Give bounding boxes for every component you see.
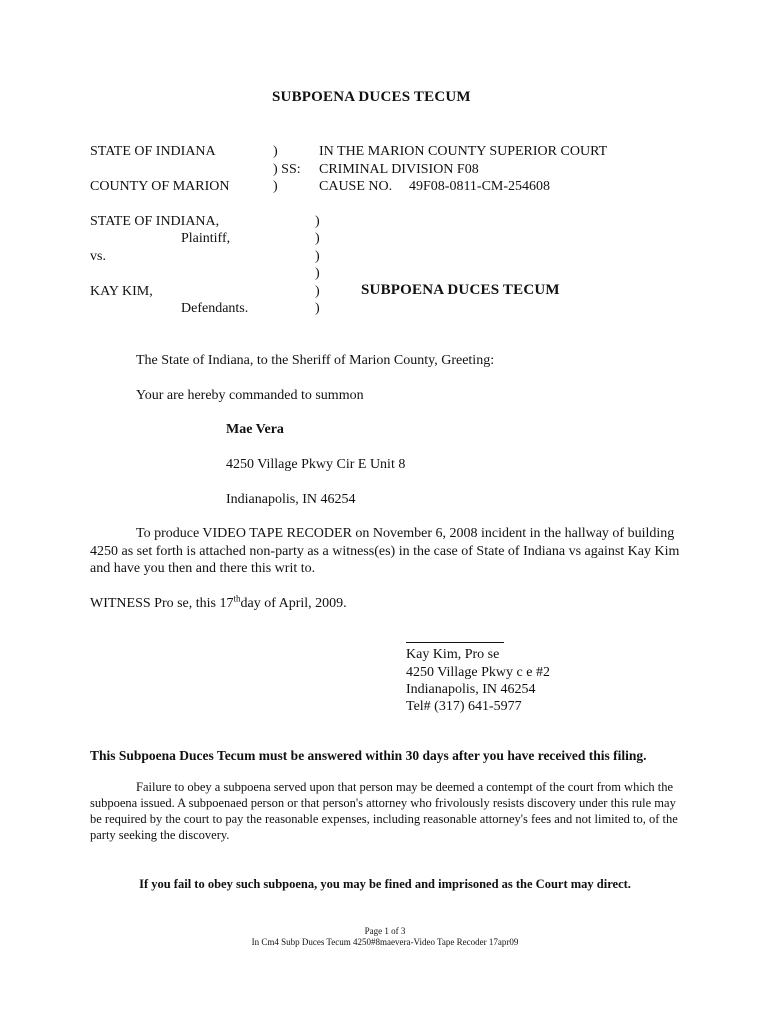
- body-paragraph: To produce VIDEO TAPE RECODER on November 6, 2008 incident in the hallway of building 4250 as set forth is attached non-party as a witness(es) in the case of State of Indiana vs against Kay Kim and have you then and there this writ to.: [90, 526, 680, 576]
- caption-paren: ): [273, 179, 278, 194]
- failure-paragraph: Failure to obey a subpoena served upon that person may be deemed a contempt of the court from which the subpoena issued. A subpoenaed person or that person's attorney who frivolously resists discovery under this rule may be required by the court to pay the reasonable expenses, including reasonable attorney's fees and not limited to, of the party seeking the discovery.: [90, 780, 678, 842]
- parties-paren: ): [315, 301, 320, 316]
- page-number: Page 1 of 3: [364, 926, 406, 936]
- parties-paren: ): [315, 284, 320, 299]
- footer-filename: In Cm4 Subp Duces Tecum 4250#8maevera-Video Tape Recoder 17apr09: [251, 937, 519, 947]
- parties-paren: ): [315, 214, 320, 229]
- signer-name: Kay Kim, Pro se: [406, 647, 500, 662]
- parties-paren: ): [315, 266, 320, 281]
- parties-paren: ): [315, 249, 320, 264]
- witness-date-line: [90, 595, 347, 612]
- signer-phone: Tel# (317) 641-5977: [406, 699, 522, 714]
- plaintiff-role: Plaintiff,: [181, 231, 231, 246]
- caption-county: COUNTY OF MARION: [90, 179, 230, 194]
- signer-address-line2: Indianapolis, IN 46254: [406, 682, 536, 697]
- witness-address-line1: 4250 Village Pkwy Cir E Unit 8: [226, 457, 406, 472]
- caption-state: STATE OF INDIANA: [90, 144, 216, 159]
- signer-address-line1: 4250 Village Pkwy c e #2: [406, 665, 550, 680]
- caption-division: CRIMINAL DIVISION F08: [319, 162, 479, 177]
- caption-cause-number: 49F08-0811-CM-254608: [409, 179, 551, 194]
- caption-cause-label: CAUSE NO.: [319, 179, 393, 194]
- parties-paren: ): [315, 231, 320, 246]
- versus: vs.: [90, 249, 106, 264]
- witness-name: Mae Vera: [226, 422, 284, 437]
- plaintiff-name: STATE OF INDIANA,: [90, 214, 220, 229]
- witness-date-suffix-sup: th: [233, 593, 241, 604]
- witness-date-suffix: day of April, 2009.: [240, 596, 347, 611]
- command: Your are hereby commanded to summon: [136, 388, 364, 403]
- caption-paren: ): [273, 144, 278, 159]
- document-title: SUBPOENA DUCES TECUM: [272, 89, 471, 105]
- signature-line: [406, 642, 504, 643]
- parties-heading: SUBPOENA DUCES TECUM: [361, 282, 560, 298]
- defendant-role: Defendants.: [181, 301, 249, 316]
- caption-ss: ) SS:: [273, 162, 301, 177]
- defendant-name: KAY KIM,: [90, 284, 153, 299]
- greeting: The State of Indiana, to the Sheriff of Marion County, Greeting:: [136, 353, 495, 368]
- warning-line: If you fail to obey such subpoena, you may be fined and imprisoned as the Court may direct.: [139, 877, 631, 891]
- witness-address-line2: Indianapolis, IN 46254: [226, 492, 356, 507]
- response-notice: This Subpoena Duces Tecum must be answered within 30 days after you have received this filing.: [90, 748, 647, 763]
- caption-court: IN THE MARION COUNTY SUPERIOR COURT: [319, 144, 608, 159]
- witness-date-prefix: WITNESS Pro se, this 17: [90, 596, 234, 611]
